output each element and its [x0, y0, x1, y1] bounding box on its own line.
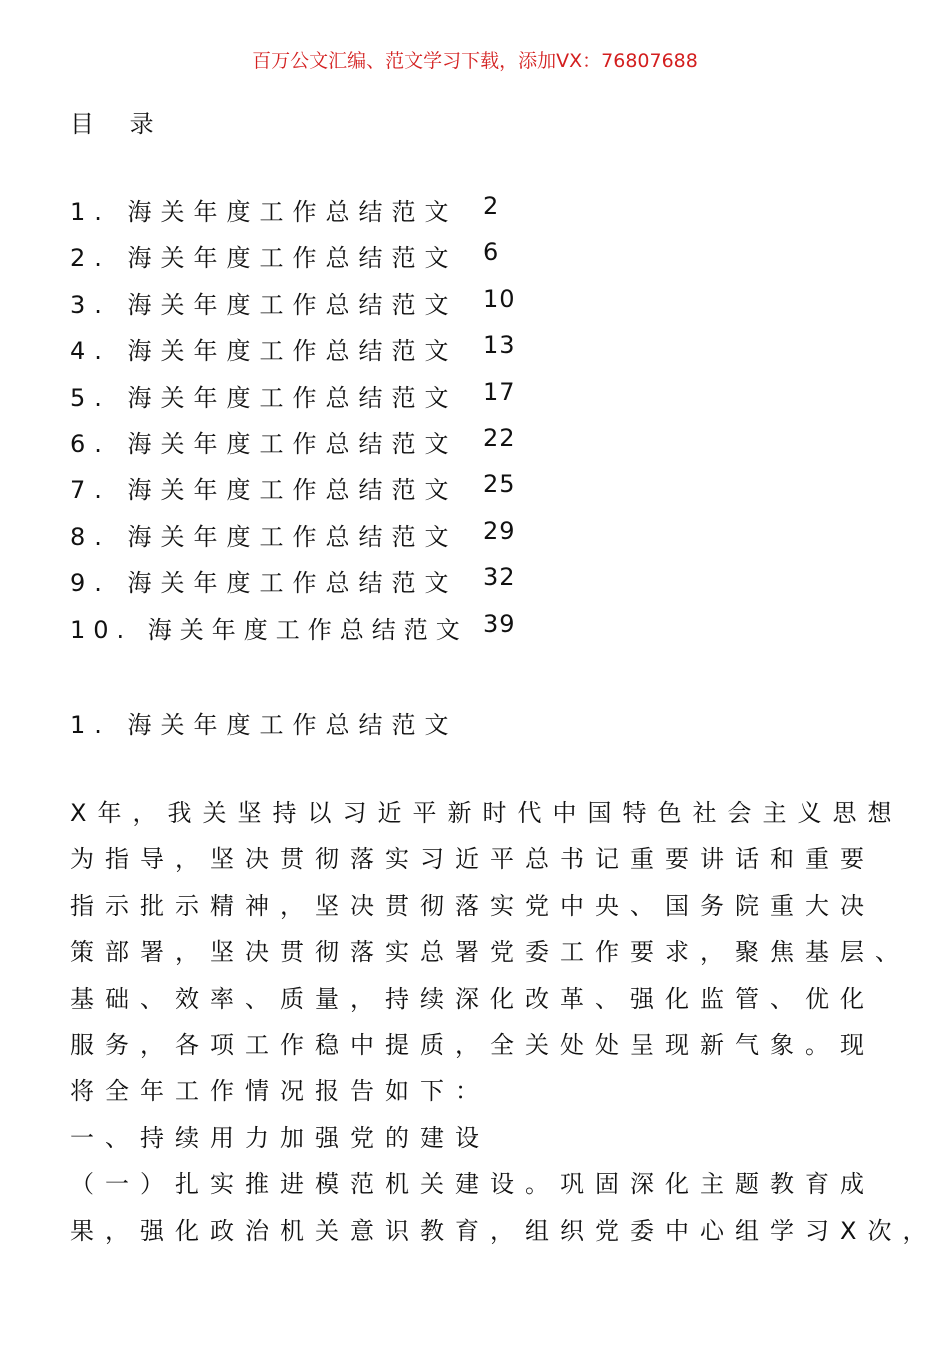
header-watermark: 百万公文汇编、范文学习下载，添加VX：76807688 [252, 50, 698, 72]
toc-item-page: 13 [483, 331, 516, 360]
toc-item-label: 10. 海关年度工作总结范文 [70, 615, 468, 644]
toc-item-label: 1. 海关年度工作总结范文 [70, 198, 458, 226]
toc-item-page: 22 [483, 423, 516, 452]
body-line: 服务，各项工作稳中提质，全关处处呈现新气象。现 [70, 1030, 875, 1059]
toc-item[interactable] [70, 331, 630, 377]
body-line: X年，我关坚持以习近平新时代中国特色社会主义思想 [70, 799, 903, 827]
toc-item[interactable] [70, 285, 630, 331]
table-of-contents [70, 192, 630, 656]
toc-item-label: 4. 海关年度工作总结范文 [70, 337, 458, 366]
toc-item-label: 8. 海关年度工作总结范文 [70, 522, 458, 551]
toc-item-label: 3. 海关年度工作总结范文 [70, 290, 458, 319]
body-line: 为指导，坚决贯彻落实习近平总书记重要讲话和重要 [70, 845, 875, 874]
toc-item-label: 7. 海关年度工作总结范文 [70, 476, 458, 505]
toc-item[interactable] [70, 192, 630, 238]
toc-item-page: 2 [483, 192, 500, 220]
toc-item-label: 2. 海关年度工作总结范文 [70, 244, 458, 273]
body-line: 基础、效率、质量，持续深化改革、强化监管、优化 [70, 984, 875, 1013]
body-heading: 一、持续用力加强党的建设 [70, 1123, 490, 1152]
toc-item-page: 29 [483, 516, 516, 545]
body-line: 果，强化政治机关意识教育，组织党委中心组学习X次， [70, 1216, 938, 1245]
toc-item-page: 6 [483, 238, 500, 267]
toc-item-page: 17 [483, 377, 516, 406]
toc-title: 目 录 [70, 110, 168, 138]
toc-item-page: 39 [483, 609, 516, 638]
body-line: （一）扎实推进模范机关建设。巩固深化主题教育成 [70, 1170, 875, 1199]
toc-item-page: 10 [483, 284, 516, 313]
body-line: 将全年工作情况报告如下： [70, 1077, 490, 1106]
toc-item[interactable] [70, 563, 630, 609]
toc-item-label: 6. 海关年度工作总结范文 [70, 429, 458, 458]
toc-item[interactable] [70, 517, 630, 563]
toc-item[interactable] [70, 378, 630, 424]
toc-item-page: 25 [483, 470, 516, 499]
body-line: 指示批示精神，坚决贯彻落实党中央、国务院重大决 [70, 891, 875, 920]
toc-item-page: 32 [483, 563, 516, 592]
toc-item[interactable] [70, 610, 630, 656]
body-line: 策部署，坚决贯彻落实总署党委工作要求，聚焦基层、 [70, 938, 910, 967]
body-text [70, 793, 938, 1257]
toc-item-label: 5. 海关年度工作总结范文 [70, 383, 458, 412]
toc-item[interactable] [70, 470, 630, 516]
section-title: 1. 海关年度工作总结范文 [70, 711, 458, 739]
toc-item[interactable] [70, 238, 630, 284]
toc-item[interactable] [70, 424, 630, 470]
toc-item-label: 9. 海关年度工作总结范文 [70, 569, 458, 598]
